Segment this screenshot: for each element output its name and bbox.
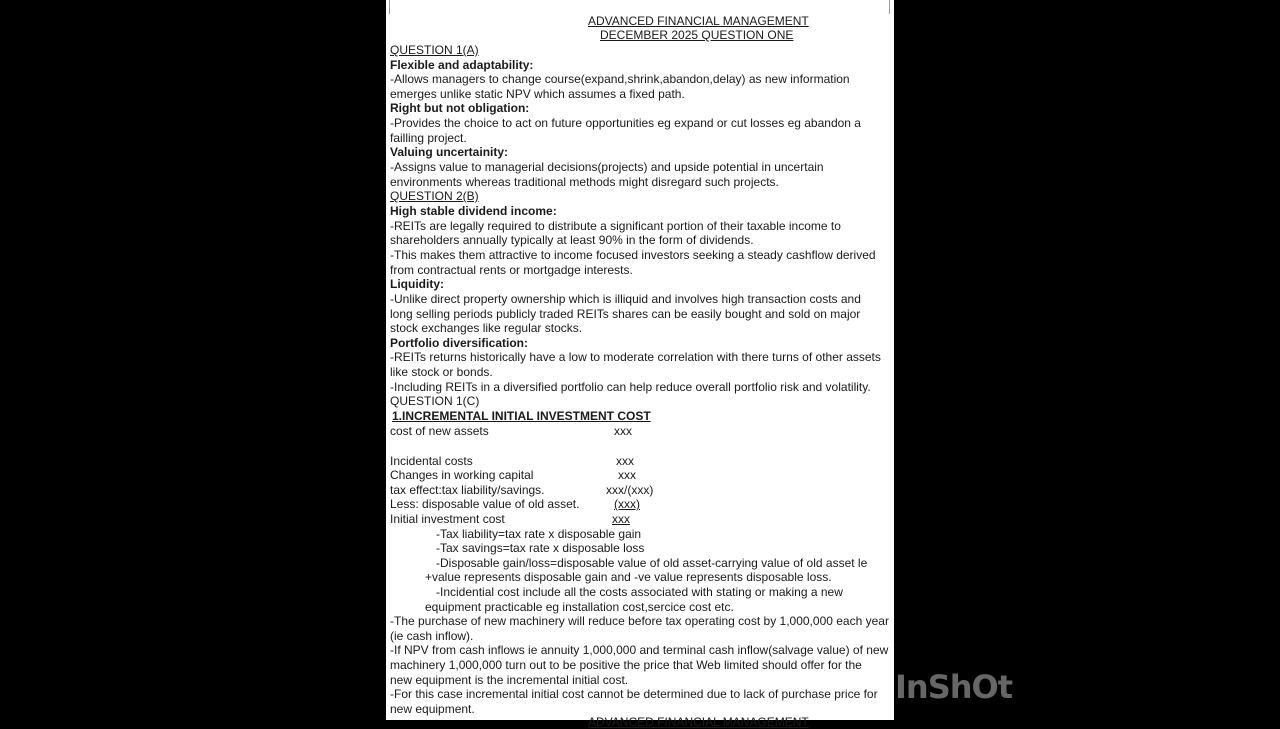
- body-line: -REITs returns historically have a low to moderate correlation with there turns of other assets: [390, 350, 881, 364]
- note-line: -Disposable gain/loss=disposable value of old asset-carrying value of old asset le: [436, 556, 868, 570]
- body-line: new equipment is the incremental initial cost.: [390, 673, 629, 687]
- next-page-title: ADVANCED FINANCIAL MANAGEMENT: [588, 715, 809, 729]
- table-row-label: Initial investment cost: [390, 512, 505, 526]
- body-line: -Allows managers to change course(expand,shrink,abandon,delay) as new information: [390, 72, 850, 86]
- body-line: -Unlike direct property ownership which is illiquid and involves high transaction costs and: [390, 292, 861, 306]
- point-heading: Flexible and adaptability:: [390, 58, 534, 72]
- point-heading: Valuing uncertainity:: [390, 145, 509, 159]
- body-line: environments whereas traditional methods might disregard such projects.: [390, 175, 779, 189]
- body-line: machinery 1,000,000 turn out to be positive the price that Web limited should offer for the: [390, 658, 862, 672]
- point-heading: High stable dividend income:: [390, 204, 557, 218]
- body-line: from contractual rents or mortgadge interests.: [390, 263, 633, 277]
- note-line: +value represents disposable gain and -ve value represents disposable loss.: [425, 570, 832, 584]
- body-line: like stock or bonds.: [390, 365, 493, 379]
- body-line: shareholders annually typically at least 90% in the form of dividends.: [390, 233, 754, 247]
- table-row-value: xxx: [616, 454, 634, 468]
- body-line: -This makes them attractive to income focused investors seeking a steady cashflow derived: [390, 248, 876, 262]
- point-heading: Portfolio diversification:: [390, 336, 529, 350]
- body-line: failling project.: [390, 131, 467, 145]
- table-row-value: xxx: [612, 512, 630, 526]
- section-subheading: 1.INCREMENTAL INITIAL INVESTMENT COST: [392, 409, 651, 423]
- doc-subtitle: DECEMBER 2025 QUESTION ONE: [600, 28, 794, 42]
- note-line: equipment practicable eg installation cost,sercice cost etc.: [425, 600, 734, 614]
- table-row-value: (xxx): [614, 497, 640, 511]
- document-page: [386, 0, 894, 729]
- doc-title: ADVANCED FINANCIAL MANAGEMENT: [588, 14, 809, 28]
- note-line: -Incidential cost include all the costs associated with stating or making a new: [436, 585, 843, 599]
- body-line: -If NPV from cash inflows ie annuity 1,000,000 and terminal cash inflow(salvage value) of new: [390, 643, 889, 657]
- table-row-value: xxx: [618, 468, 636, 482]
- section-heading-q1c: QUESTION 1(C): [390, 394, 480, 408]
- body-line: -Assigns value to managerial decisions(projects) and upside potential in uncertain: [390, 160, 824, 174]
- table-row-value: xxx: [614, 424, 632, 438]
- body-line: -REITs are legally required to distribute a significant portion of their taxable income to: [390, 219, 841, 233]
- table-row-label: Less: disposable value of old asset.: [390, 497, 580, 511]
- table-row-label: tax effect:tax liability/savings.: [390, 483, 545, 497]
- table-row-label: Changes in working capital: [390, 468, 534, 482]
- section-heading-q2b: QUESTION 2(B): [390, 189, 479, 203]
- table-row-label: Incidental costs: [390, 454, 473, 468]
- body-line: (ie cash inflow).: [390, 629, 474, 643]
- body-line: -The purchase of new machinery will reduce before tax operating cost by 1,000,000 each year: [390, 614, 889, 628]
- crop-mark-right: [889, 0, 890, 14]
- watermark-logo: InShOt: [895, 668, 1013, 706]
- body-line: long selling periods publicly traded REITs shares can be easily bought and sold on major: [390, 307, 861, 321]
- body-line: stock exchanges like regular stocks.: [390, 321, 583, 335]
- point-heading: Liquidity:: [390, 277, 444, 291]
- point-heading: Right but not obligation:: [390, 101, 530, 115]
- table-row-value: xxx/(xxx): [606, 483, 654, 497]
- section-heading-q1a: QUESTION 1(A): [390, 43, 479, 57]
- body-line: -Provides the choice to act on future opportunities eg expand or cut losses eg abandon a: [390, 116, 861, 130]
- crop-mark-left: [389, 0, 390, 14]
- table-row-label: cost of new assets: [390, 424, 489, 438]
- body-line: new equipment.: [390, 702, 475, 716]
- note-line: -Tax savings=tax rate x disposable loss: [436, 541, 645, 555]
- body-line: emerges unlike static NPV which assumes a fixed path.: [390, 87, 685, 101]
- body-line: -Including REITs in a diversified portfolio can help reduce overall portfolio risk and volatility.: [390, 380, 871, 394]
- note-line: -Tax liability=tax rate x disposable gain: [436, 527, 642, 541]
- body-line: -For this case incremental initial cost cannot be determined due to lack of purchase price for: [390, 687, 878, 701]
